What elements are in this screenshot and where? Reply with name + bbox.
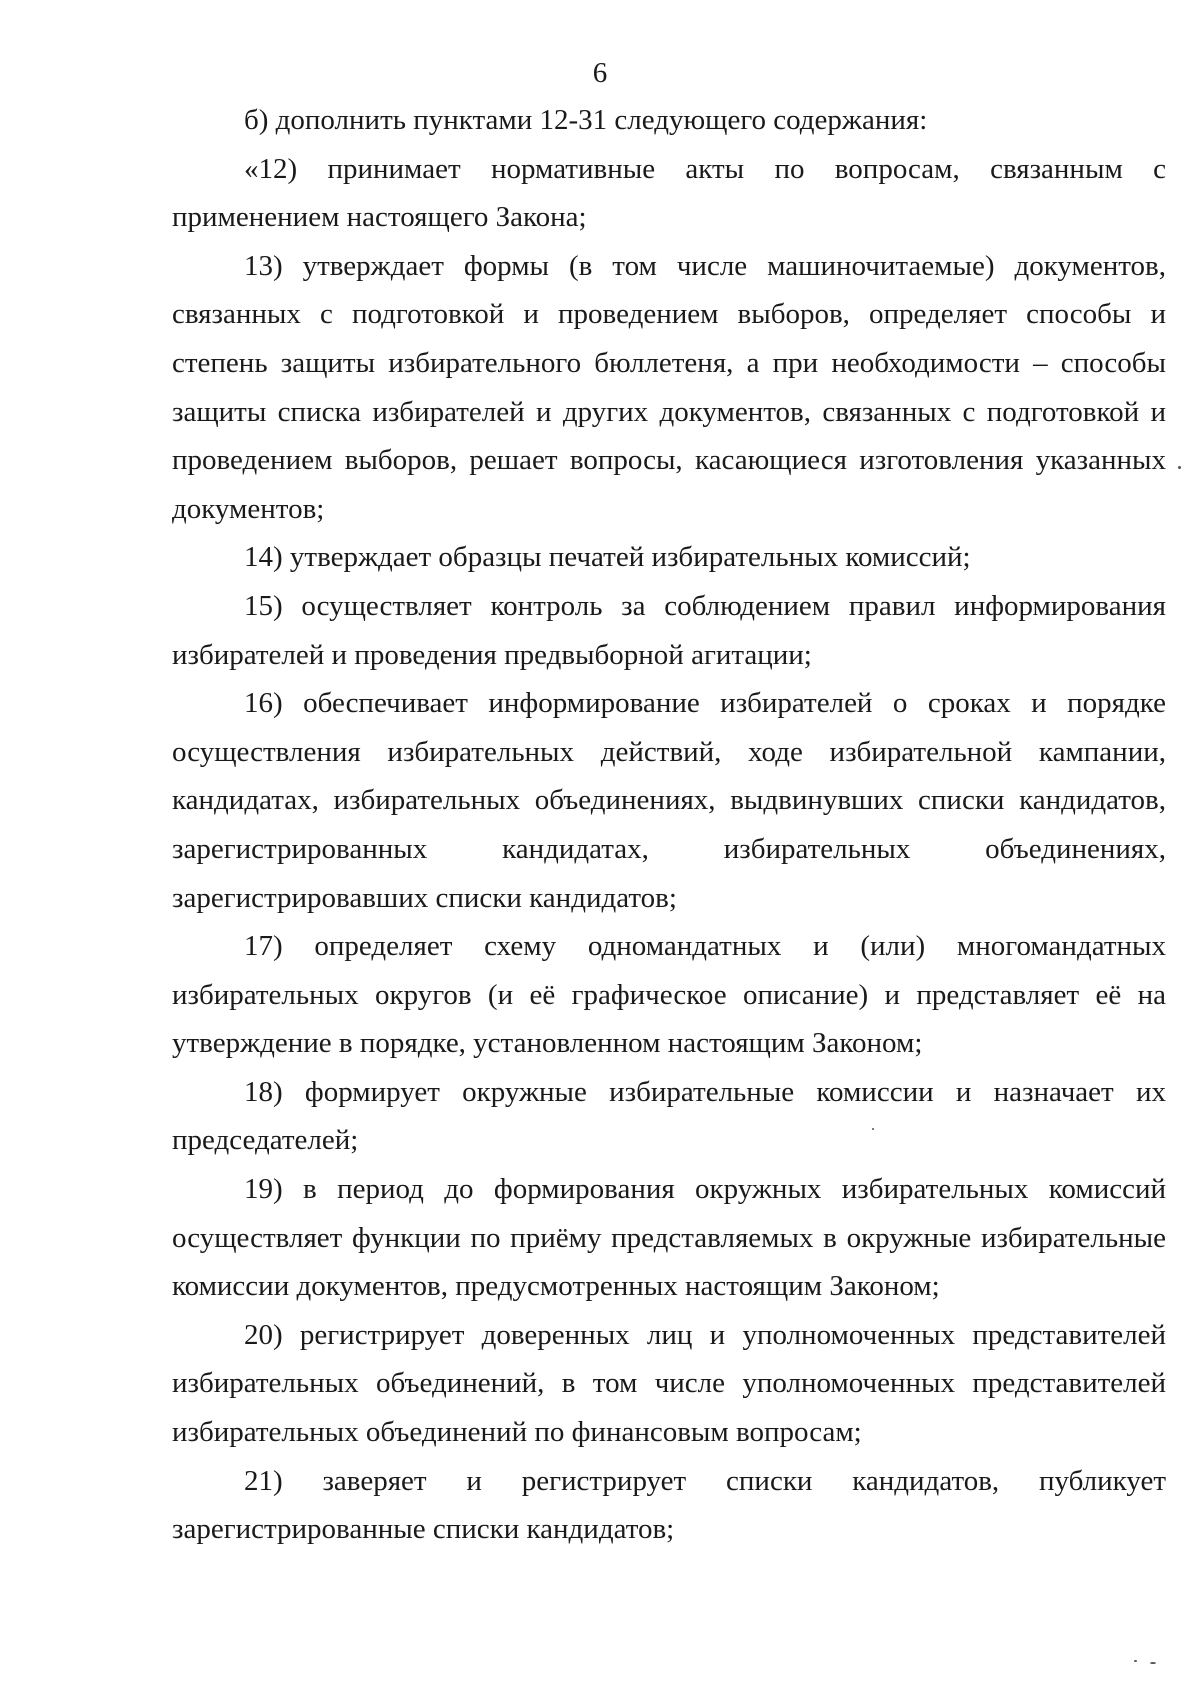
page-number: 6 <box>592 57 608 89</box>
paragraph-item-19: 19) в период до формирования окружных избирательных комиссий осуществляет функции по приёму представляемых в окружные избирательные комиссии документов, предусмотренных настоящим Законом; <box>172 1173 1166 1303</box>
paragraph-item-21: 21) заверяет и регистрирует списки кандидатов, публикует зарегистрированные списки кандидатов; <box>172 1464 1166 1546</box>
paragraph-item-20: 20) регистрирует доверенных лиц и уполномоченных представителей избирательных объединений, в том числе уполномоченных представителей избирательных объединений по финансовым вопросам; <box>172 1318 1166 1449</box>
intro-paragraph: б) дополнить пунктами 12-31 следующего содержания: <box>244 104 928 136</box>
scan-speck <box>1134 1660 1137 1662</box>
scan-speck <box>1178 466 1181 469</box>
paragraph-item-16: 16) обеспечивает информирование избирателей о сроках и порядке осуществления избирательных действий, ходе избирательной кампании, кандидатах, избирательных объединениях, выдвинувших списки кандидатов, зарегистрированных кандидатах, избирательных объединениях, зарегистрировавших списки кандидатов; <box>172 687 1166 914</box>
paragraph-item-13: 13) утверждает формы (в том числе машиночитаемые) документов, связанных с подготовкой и проведением выборов, определяет способы и степень защиты избирательного бюллетеня, а при необходимости – способы защиты списка избирателей и других документов, связанных с подготовкой и проведением выборов, решает вопросы, касающиеся изготовления указанных документов; <box>172 249 1166 525</box>
scan-speck <box>1150 1662 1156 1664</box>
paragraph-item-12: «12) принимает нормативные акты по вопросам, связанным с применением настоящего Закона; <box>172 152 1166 234</box>
document-body <box>172 96 1166 1554</box>
paragraph-item-18: 18) формирует окружные избирательные комиссии и назначает их председателей; <box>172 1075 1166 1157</box>
paragraph-item-14: 14) утверждает образцы печатей избирательных комиссий; <box>244 541 971 574</box>
paragraph-item-17: 17) определяет схему одномандатных и (или) многомандатных избирательных округов (и её графическое описание) и представляет её на утверждение в порядке, установленном настоящим Законом; <box>172 930 1166 1060</box>
scan-speck <box>872 1128 874 1130</box>
paragraph-item-15: 15) осуществляет контроль за соблюдением правил информирования избирателей и проведения предвыборной агитации; <box>172 589 1166 671</box>
